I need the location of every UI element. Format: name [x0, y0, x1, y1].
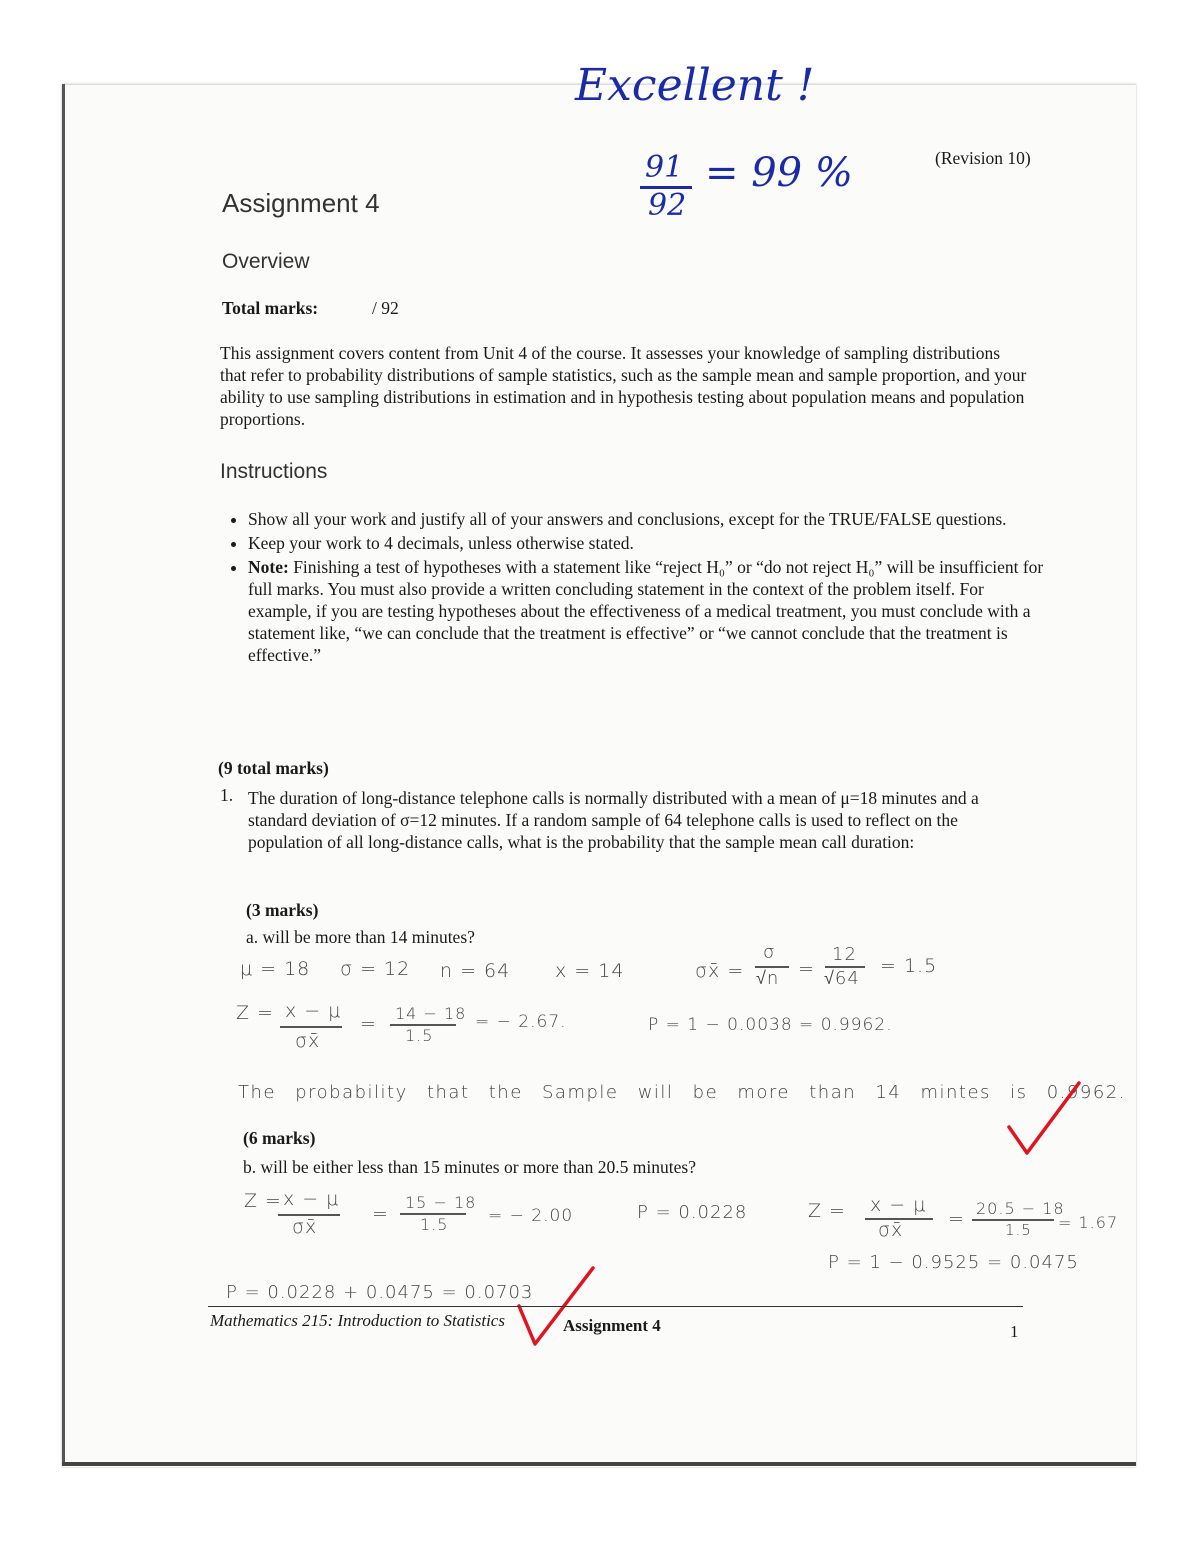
work-sigma-x-label: σx̄ = — [695, 960, 745, 982]
work-conclusion: The probability that the Sample will be more than 14 mintes is 0.9962. — [238, 1082, 1126, 1103]
work-b-z2-result: = 1.67 — [1058, 1213, 1119, 1232]
work-num-12: 12 — [832, 944, 857, 965]
question1-number: 1. — [220, 785, 234, 805]
work-eq: = — [360, 1013, 377, 1035]
footer-course: Mathematics 215: Introduction to Statistics — [210, 1311, 505, 1330]
work-b-z2-label: Z = — [808, 1200, 846, 1222]
instructions-list — [220, 508, 1048, 668]
instructions-heading: Instructions — [220, 460, 328, 483]
footer-assignment: Assignment 4 — [563, 1316, 661, 1335]
overview-heading: Overview — [222, 250, 310, 273]
grade-numerator: 91 — [645, 150, 684, 185]
work-eq: = — [798, 958, 815, 980]
instruction-item: • Keep your work to 4 decimals, unless otherwise stated. — [248, 532, 1048, 554]
fraction-bar — [280, 1026, 342, 1028]
work-z-vden: 1.5 — [405, 1026, 434, 1045]
work-z-den: σx̄ — [295, 1030, 321, 1052]
work-b-z-num: x − μ — [283, 1188, 340, 1210]
work-n: n = 64 — [440, 960, 511, 982]
paper-edge-left — [62, 84, 65, 1466]
note-label: Note: — [248, 557, 289, 577]
total-marks-label: Total marks: — [222, 298, 319, 318]
work-b-v-num: 15 − 18 — [405, 1193, 477, 1212]
work-den-64: √64 — [824, 968, 860, 989]
grade-denominator: 92 — [648, 188, 687, 223]
work-z-result: = − 2.67. — [475, 1012, 567, 1032]
question1-text: The duration of long-distance telephone calls is normally distributed with a mean of μ=18 minutes and a standard deviation of σ=12 minutes. If a random sample of 64 telephone calls is used to reflect on the population of all long-distance calls, what is the probability that the sample mean call duration: — [248, 788, 979, 852]
work-b-z-result: = − 2.00 — [488, 1206, 574, 1226]
work-b-v2-den: 1.5 — [1005, 1221, 1032, 1239]
work-b-z2-den: σx̄ — [878, 1219, 904, 1241]
grade-comment: Excellent ! — [575, 60, 815, 111]
part-b-marks: (6 marks) — [243, 1128, 316, 1148]
part-a-marks: (3 marks) — [246, 900, 319, 920]
grade-result: = 99 % — [705, 150, 853, 196]
revision-label: (Revision 10) — [935, 148, 1031, 168]
work-mu: μ = 18 — [240, 958, 311, 980]
work-p-result: P = 1 − 0.0038 = 0.9962. — [648, 1015, 893, 1035]
total-marks-value: / 92 — [372, 298, 399, 318]
paper-edge-bottom — [62, 1462, 1136, 1466]
instruction-item: • Note: Finishing a test of hypotheses with a statement like “reject H₀” or “do not reject H₀” will be insufficient for full marks. You must also provide a written concluding statement in the context of the problem itself. For example, if you are testing hypotheses about the effectiveness of a medical treatment, you must conclude with a statement like, “we can conclude that the treatment is effective” or “we cannot conclude that the treatment is effective.” — [248, 556, 1048, 666]
footer-rule — [208, 1306, 1023, 1307]
work-sigma-den: √n — [756, 968, 780, 989]
work-x: x = 14 — [555, 960, 625, 982]
work-b-v2-num: 20.5 − 18 — [976, 1199, 1065, 1218]
work-b-total: P = 0.0228 + 0.0475 = 0.0703 — [226, 1282, 534, 1303]
check-mark-icon — [1005, 1075, 1085, 1160]
part-a-text: a. will be more than 14 minutes? — [246, 927, 475, 947]
instruction-item: • Show all your work and justify all of your answers and conclusions, except for the TRUE/FALSE questions. — [248, 508, 1048, 530]
work-z-vnum: 14 − 18 — [395, 1004, 467, 1023]
work-b-z2-num: x − μ — [870, 1194, 927, 1216]
work-z-num: x − μ — [285, 1000, 342, 1022]
work-sigma-num: σ — [763, 942, 776, 963]
overview-text: This assignment covers content from Unit 4 of the course. It assesses your knowledge of sampling distributions that refer to probability distributions of sample statistics, such as the sample mean and sample proportion, and your ability to use sampling distributions in estimation and in hypothesis testing about population means and population proportions. — [220, 343, 1027, 429]
work-b-v-den: 1.5 — [420, 1215, 449, 1234]
question1-marks: (9 total marks) — [218, 758, 329, 778]
page-title: Assignment 4 — [222, 188, 380, 218]
work-sigma: σ = 12 — [340, 958, 411, 980]
work-b-eq: = — [372, 1203, 389, 1225]
work-eq-1-5: = 1.5 — [880, 955, 938, 977]
work-b-z-label: Z = — [244, 1190, 282, 1212]
part-b-text: b. will be either less than 15 minutes or more than 20.5 minutes? — [243, 1157, 696, 1177]
work-z-label: Z = — [236, 1002, 274, 1024]
work-b-p2: P = 1 − 0.9525 = 0.0475 — [828, 1252, 1079, 1273]
work-b-z-den: σx̄ — [292, 1216, 318, 1238]
work-b-eq2: = — [948, 1208, 965, 1230]
work-b-p1: P = 0.0228 — [637, 1202, 748, 1223]
footer-page-number: 1 — [1010, 1322, 1019, 1341]
